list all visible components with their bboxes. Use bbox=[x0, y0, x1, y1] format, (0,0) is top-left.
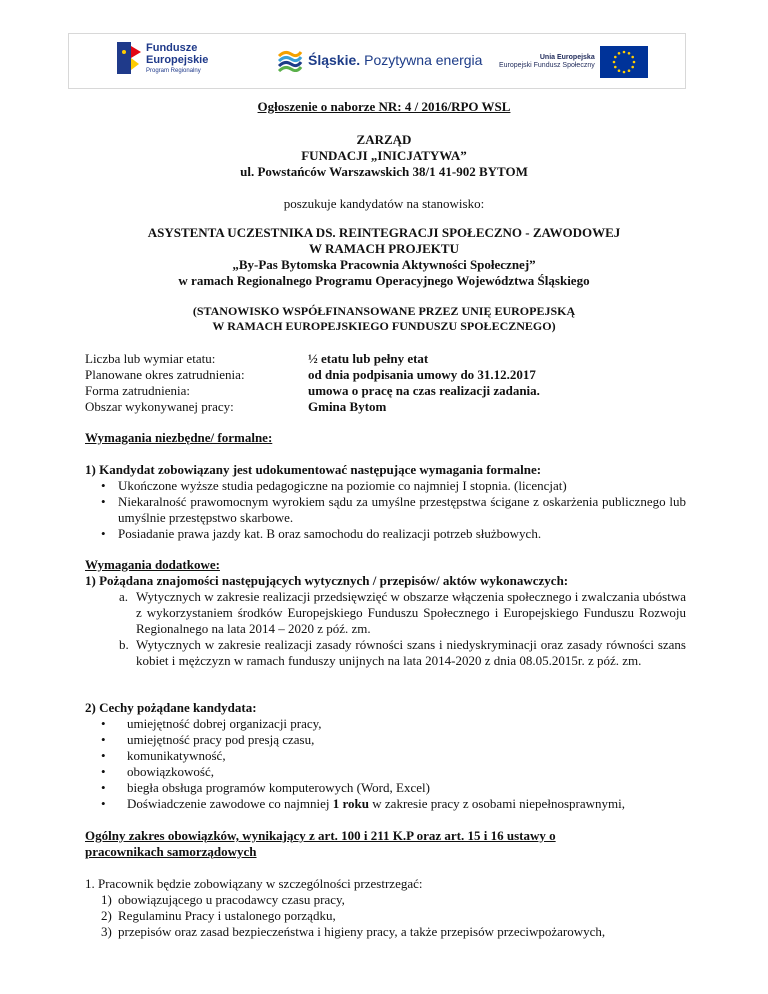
trait-item: umiejętność pracy pod presją czasu, bbox=[127, 732, 315, 747]
duties-heading-line2: pracownikach samorządowych bbox=[85, 844, 257, 859]
additional-item: Wytycznych w zakresie realizacji przedsięwzięć w obszarze włączenia społecznego i zwalczania ubóstwa z wykorzystaniem środków Europejskiego Funduszu Społecznego i Europejskiego Funduszu Rozwoju Regionalnego na lata 2014 – 2020 z póź. zm. bbox=[136, 589, 686, 636]
detail-value: umowa o pracę na czas realizacji zadania. bbox=[308, 383, 540, 398]
duties-intro: 1. Pracownik będzie zobowiązany w szczególności przestrzegać: bbox=[85, 876, 423, 891]
bullet-icon: • bbox=[101, 796, 106, 811]
additional-item: Wytycznych w zakresie realizacji zasady równości szans i niedyskryminacji oraz zasady równości szans kobiet i mężczyzn w ramach funduszy unijnych na lata 2014-2020 z dnia 08.05.2015r. z póź. zm. bbox=[136, 637, 686, 668]
fundusze-europejskie-logo bbox=[117, 42, 208, 74]
seeking-text: poszukuje kandydatów na stanowisko: bbox=[283, 196, 485, 211]
logo-bar bbox=[68, 33, 686, 89]
slaskie-logo bbox=[277, 48, 482, 72]
detail-label: Liczba lub wymiar etatu: bbox=[85, 351, 216, 366]
eu-logo bbox=[499, 46, 648, 78]
trait-item: biegła obsługa programów komputerowych (Word, Excel) bbox=[127, 780, 430, 795]
bullet-icon: • bbox=[101, 526, 106, 541]
duty-item: obowiązującego u pracodawcy czasu pracy, bbox=[118, 892, 345, 907]
detail-value: ½ etatu lub pełny etat bbox=[308, 351, 429, 366]
bullet-icon: • bbox=[101, 732, 106, 747]
duty-item: Regulaminu Pracy i ustalonego porządku, bbox=[118, 908, 336, 923]
trait-experience-years: 1 roku bbox=[332, 796, 370, 811]
trait-experience-before: Doświadczenie zawodowe co najmniej bbox=[127, 796, 333, 811]
fe-line1: Fundusze bbox=[146, 41, 198, 54]
required-subheading: 1) Kandydat zobowiązany jest udokumentować następujące wymagania formalne: bbox=[85, 462, 542, 477]
bullet-icon: • bbox=[101, 478, 106, 493]
bullet-icon: • bbox=[101, 716, 106, 731]
duty-item: przepisów oraz zasad bezpieczeństwa i higieny pracy, a także przepisów przeciwpożarowych, bbox=[118, 924, 606, 939]
cofinancing-line1: (STANOWISKO WSPÓŁFINANSOWANE PRZEZ UNIĘ EUROPEJSKĄ bbox=[192, 304, 576, 318]
bullet-icon: • bbox=[101, 764, 106, 779]
project-name: „By-Pas Bytomska Pracownia Aktywności Społecznej” bbox=[232, 257, 536, 272]
duties-heading-line1: Ogólny zakres obowiązków, wynikający z art. 100 i 211 K.P oraz art. 15 i 16 ustawy o bbox=[85, 828, 556, 843]
bullet-icon: • bbox=[101, 748, 106, 763]
fundusze-europejskie-mark-icon bbox=[117, 42, 141, 74]
required-item: Posiadanie prawa jazdy kat. B oraz samochodu do realizacji potrzeb służbowych. bbox=[118, 526, 542, 541]
fe-line3: Program Regionalny bbox=[146, 67, 201, 74]
detail-value: od dnia podpisania umowy do 31.12.2017 bbox=[308, 367, 536, 382]
announcement-title: Ogłoszenie o naborze NR: 4 / 2016/RPO WSL bbox=[257, 99, 511, 114]
detail-label: Obszar wykonywanej pracy: bbox=[85, 399, 234, 414]
detail-label: Forma zatrudnienia: bbox=[85, 383, 191, 398]
trait-item: obowiązkowość, bbox=[127, 764, 215, 779]
additional-heading: Wymagania dodatkowe: bbox=[85, 557, 220, 572]
slaskie-waves-icon bbox=[277, 48, 303, 72]
detail-value: Gmina Bytom bbox=[308, 399, 387, 414]
trait-experience-after: w zakresie pracy z osobami niepełnosprawnymi, bbox=[369, 796, 625, 811]
required-item: Niekaralność prawomocnym wyrokiem sądu za umyślne przestępstwa ścigane z oskarżenia publicznego lub umyślnie przestępstwo skarbowe. bbox=[118, 494, 686, 525]
bullet-icon: • bbox=[101, 780, 106, 795]
required-item: Ukończone wyższe studia pedagogiczne na poziomie co najmniej I stopnia. (licencjat) bbox=[118, 478, 567, 493]
trait-item-experience bbox=[127, 796, 625, 812]
bullet-icon: • bbox=[101, 494, 106, 509]
eu-flag-icon bbox=[600, 46, 648, 78]
list-marker: 3) bbox=[101, 924, 112, 939]
slaskie-slogan: Pozytywna energia bbox=[364, 52, 483, 68]
list-marker: a. bbox=[119, 589, 129, 604]
required-heading: Wymagania niezbędne/ formalne: bbox=[85, 430, 273, 445]
detail-label: Planowane okres zatrudnienia: bbox=[85, 367, 245, 382]
ue-line2: Europejski Fundusz Społeczny bbox=[499, 62, 595, 69]
board-label: ZARZĄD bbox=[356, 132, 412, 147]
fe-line2: Europejskie bbox=[146, 53, 209, 66]
list-marker: b. bbox=[119, 637, 129, 652]
position-title: ASYSTENTA UCZESTNIKA DS. REINTEGRACJI SPOŁECZNO - ZAWODOWEJ bbox=[147, 225, 621, 240]
trait-item: umiejętność dobrej organizacji pracy, bbox=[127, 716, 322, 731]
foundation-address: ul. Powstańców Warszawskich 38/1 41-902 BYTOM bbox=[240, 164, 528, 179]
additional-subheading: 1) Pożądana znajomości następujących wytycznych / przepisów/ aktów wykonawczych: bbox=[85, 573, 569, 588]
traits-heading: 2) Cechy pożądane kandydata: bbox=[85, 700, 257, 715]
ue-line1: Unia Europejska bbox=[539, 53, 595, 61]
list-marker: 1) bbox=[101, 892, 112, 907]
trait-item: komunikatywność, bbox=[127, 748, 226, 763]
list-marker: 2) bbox=[101, 908, 112, 923]
position-line2: W RAMACH PROJEKTU bbox=[309, 241, 459, 256]
program-name: w ramach Regionalnego Programu Operacyjnego Województwa Śląskiego bbox=[178, 273, 590, 288]
foundation-name: FUNDACJI „INICJATYWA” bbox=[301, 148, 467, 163]
cofinancing-line2: W RAMACH EUROPEJSKIEGO FUNDUSZU SPOŁECZNEGO) bbox=[212, 319, 556, 333]
slaskie-name: Śląskie. bbox=[308, 52, 361, 68]
